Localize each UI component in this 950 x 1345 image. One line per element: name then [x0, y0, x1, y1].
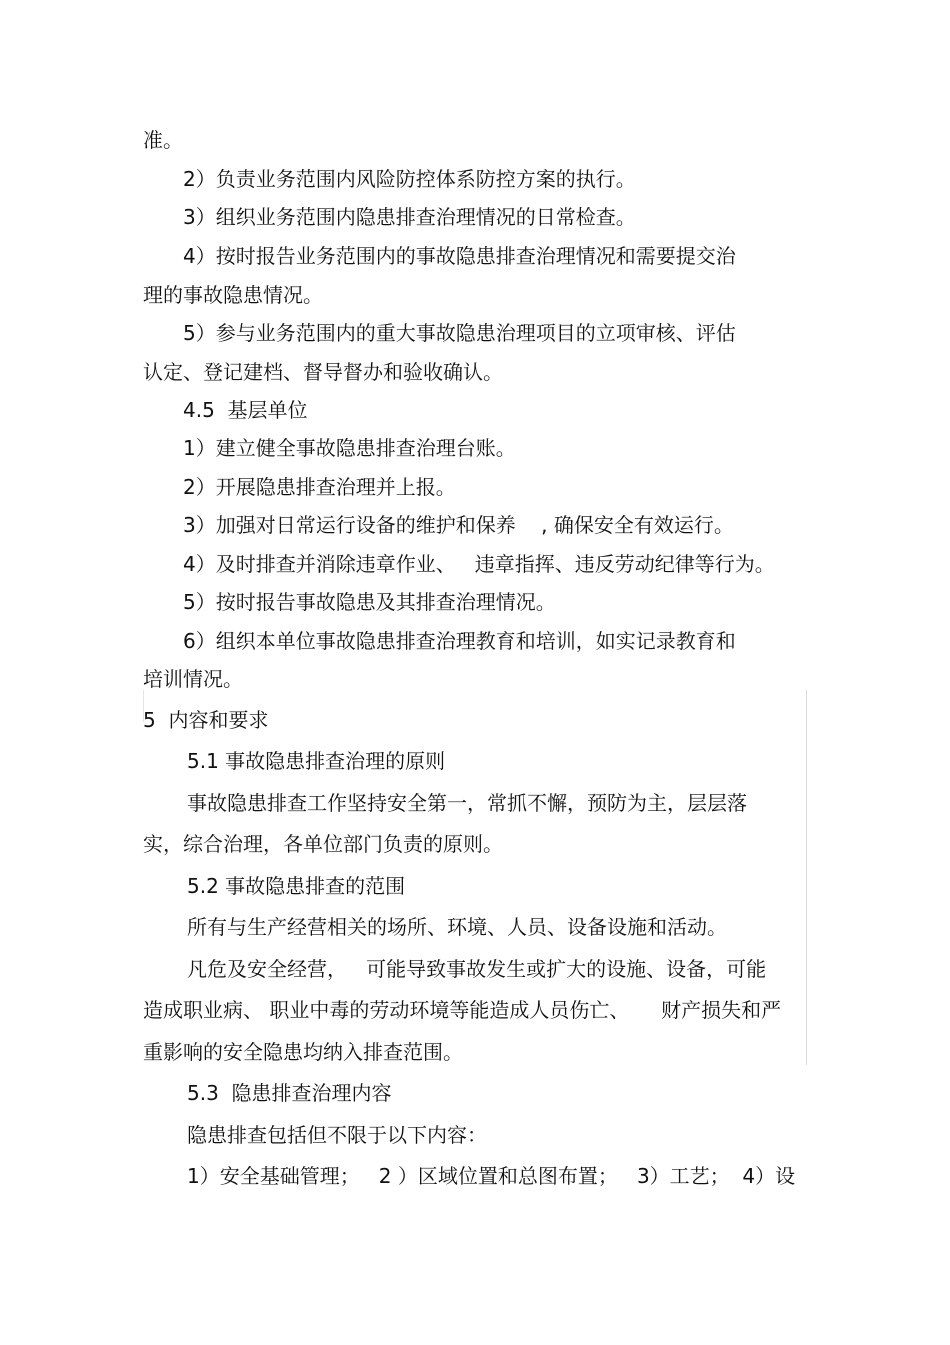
chapter-heading: 5 内容和要求 — [143, 708, 269, 732]
paragraph-line: 2）负责业务范围内风险防控体系防控方案的执行。 — [183, 167, 636, 191]
paragraph-line: 理的事故隐患情况。 — [143, 283, 323, 307]
paragraph-line: 隐患排查包括但不限于以下内容： — [187, 1123, 487, 1147]
paragraph-line: 所有与生产经营相关的场所、环境、人员、设备设施和活动。 — [187, 915, 727, 939]
paragraph-line: 5）按时报告事故隐患及其排查治理情况。 — [183, 590, 556, 614]
section-heading: 5.1 事故隐患排查治理的原则 — [187, 749, 446, 773]
paragraph-line: 准。 — [143, 128, 183, 152]
section-heading: 5.2 事故隐患排查的范围 — [187, 874, 406, 898]
paragraph-line: 1）安全基础管理； 2 ）区域位置和总图布置； 3）工艺； 4）设 — [187, 1164, 796, 1188]
paragraph-line: 3）加强对日常运行设备的维护和保养 , 确保安全有效运行。 — [183, 513, 734, 537]
paragraph-line: 实，综合治理，各单位部门负责的原则。 — [143, 832, 503, 856]
paragraph-line: 5）参与业务范围内的重大事故隐患治理项目的立项审核、评估 — [183, 321, 736, 345]
paragraph-line: 凡危及安全经营， 可能导致事故发生或扩大的设施、设备，可能 — [187, 957, 767, 981]
paragraph-line: 认定、登记建档、督导督办和验收确认。 — [143, 360, 503, 384]
paragraph-line: 6）组织本单位事故隐患排查治理教育和培训，如实记录教育和 — [183, 629, 736, 653]
section-heading: 5.3 隐患排查治理内容 — [187, 1081, 392, 1105]
paragraph-line: 4）按时报告业务范围内的事故隐患排查治理情况和需要提交治 — [183, 244, 736, 268]
paragraph-line: 培训情况。 — [143, 667, 243, 691]
section-heading: 4.5 基层单位 — [183, 398, 308, 422]
paragraph-line: 造成职业病、 职业中毒的劳动环境等能造成人员伤亡、 财产损失和严 — [143, 998, 782, 1022]
paragraph-line: 重影响的安全隐患均纳入排查范围。 — [143, 1040, 463, 1064]
paragraph-line: 3）组织业务范围内隐患排查治理情况的日常检查。 — [183, 205, 636, 229]
section-border — [806, 690, 807, 1065]
paragraph-line: 1）建立健全事故隐患排查治理台账。 — [183, 436, 516, 460]
paragraph-line: 事故隐患排查工作坚持安全第一，常抓不懈，预防为主，层层落 — [187, 791, 747, 815]
paragraph-line: 2）开展隐患排查治理并上报。 — [183, 475, 456, 499]
paragraph-line: 4）及时排查并消除违章作业、 违章指挥、违反劳动纪律等行为。 — [183, 552, 775, 576]
